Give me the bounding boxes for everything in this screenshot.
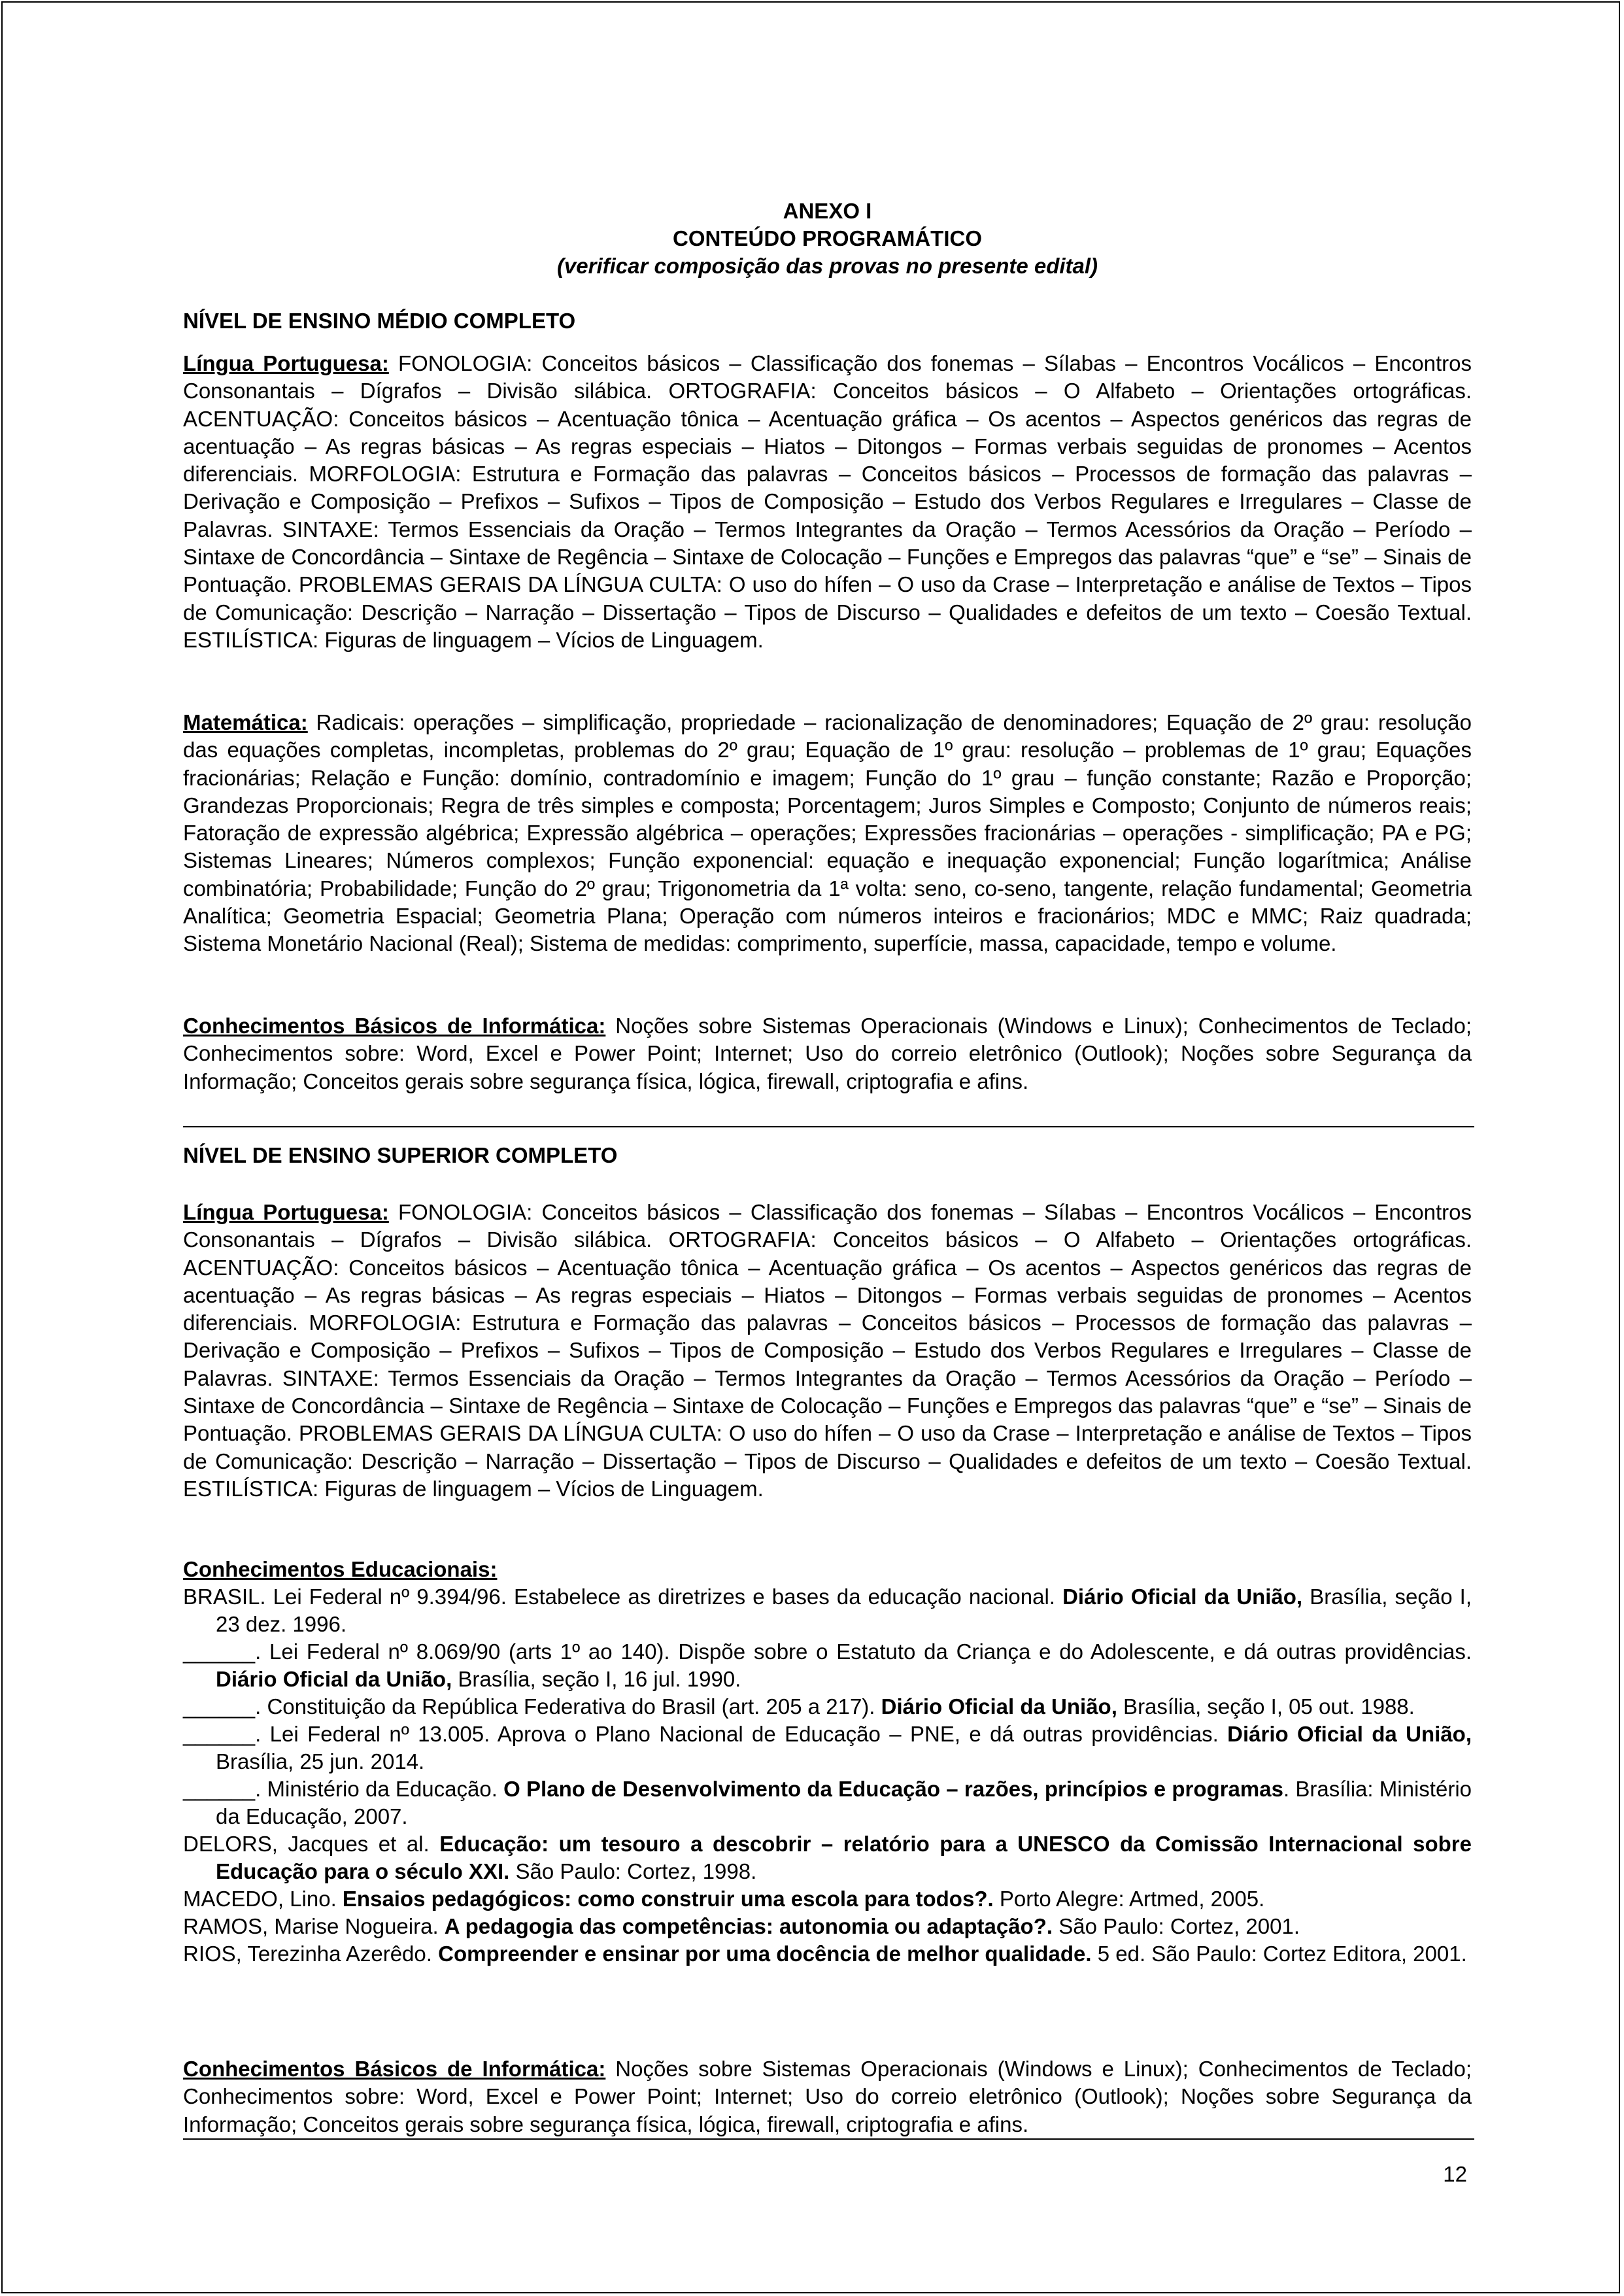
section-divider — [183, 1126, 1474, 1127]
annex-note: (verificar composição das provas no presente edital) — [556, 254, 1098, 278]
medio-lingua-portuguesa — [183, 350, 1472, 654]
medio-lp-label: Língua Portuguesa: — [183, 351, 389, 375]
superior-lp-label: Língua Portuguesa: — [183, 1200, 389, 1224]
annex-title: ANEXO I — [783, 199, 872, 223]
reference-item: ______. Constituição da República Federativa do Brasil (art. 205 a 217). Diário Oficial da União, Brasília, seção I, 05 out. 1988. — [183, 1694, 1415, 1719]
bottom-divider — [183, 2138, 1474, 2140]
reference-item: ______. Lei Federal nº 8.069/90 (arts 1º ao 140). Dispõe sobre o Estatuto da Criança e do Adolescente, e dá outras providências. Diário Oficial da União, Brasília, seção I, 16 jul. 1990. — [183, 1639, 1472, 1691]
reference-item: MACEDO, Lino. Ensaios pedagógicos: como construir uma escola para todos?. Porto Alegre: Artmed, 2005. — [183, 1887, 1265, 1911]
medio-mat-label: Matemática: — [183, 710, 308, 734]
reference-item: BRASIL. Lei Federal nº 9.394/96. Estabelece as diretrizes e bases da educação nacional. Diário Oficial da União, Brasília, seção I, 23 dez. 1996. — [183, 1585, 1472, 1636]
annex-subtitle: CONTEÚDO PROGRAMÁTICO — [673, 226, 982, 250]
medio-informatica — [183, 1012, 1472, 1095]
edu-label: Conhecimentos Educacionais: — [183, 1557, 498, 1581]
medio-matematica — [183, 709, 1472, 958]
superior-lingua-portuguesa — [183, 1199, 1472, 1503]
superior-inf-label: Conhecimentos Básicos de Informática: — [183, 2057, 606, 2081]
section-title-medio: NÍVEL DE ENSINO MÉDIO COMPLETO — [183, 309, 576, 333]
superior-informatica — [183, 2055, 1472, 2138]
reference-item: DELORS, Jacques et al. Educação: um tesouro a descobrir – relatório para a UNESCO da Comissão Internacional sobre Educação para o século XXI. São Paulo: Cortez, 1998. — [183, 1832, 1472, 1883]
superior-inf-text: Noções sobre Sistemas Operacionais (Windows e Linux); Conhecimentos de Teclado; Conhecimentos sobre: Word, Excel e Power Point; Internet; Uso do correio eletrônico (Outlook); Noções sobre Segurança da Informação; Conceitos gerais sobre segurança física, lógica, firewall, criptografia e afins. — [183, 2057, 1472, 2136]
page-number: 12 — [1443, 2162, 1467, 2186]
section-title-superior: NÍVEL DE ENSINO SUPERIOR COMPLETO — [183, 1143, 618, 1167]
medio-inf-text: Noções sobre Sistemas Operacionais (Windows e Linux); Conhecimentos de Teclado; Conhecimentos sobre: Word, Excel e Power Point; Internet; Uso do correio eletrônico (Outlook); Noções sobre Segurança da Informação; Conceitos gerais sobre segurança física, lógica, firewall, criptografia e afins. — [183, 1014, 1472, 1093]
superior-lp-text: FONOLOGIA: Conceitos básicos – Classificação dos fonemas – Sílabas – Encontros Vocálicos – Encontros Consonantais – Dígrafos – Divisão silábica. ORTOGRAFIA: Conceitos básicos – O Alfabeto – Orientações ortográficas. ACENTUAÇÃO: Conceitos básicos – Acentuação tônica – Acentuação gráfica – Os acentos – Aspectos genéricos das regras de acentuação – As regras básicas – As regras especiais – Hiatos – Ditongos – Formas verbais seguidas de pronomes – Acentos diferenciais. MORFOLOGIA: Estrutura e Formação das palavras – Conceitos básicos – Processos de formação das palavras – Derivação e Composição – Prefixos – Sufixos – Tipos de Composição – Estudo dos Verbos Regulares e Irregulares – Classe de Palavras. SINTAXE: Termos Essenciais da Oração – Termos Integrantes da Oração – Termos Acessórios da Oração – Período – Sintaxe de Concordância – Sintaxe de Regência – Sintaxe de Colocação – Funções e Empregos das palavras “que” e “se” – Sinais de Pontuação. PROBLEMAS GERAIS DA LÍNGUA CULTA: O uso do hífen – O uso da Crase – Interpretação e análise de Textos – Tipos de Comunicação: Descrição – Narração – Dissertação – Tipos de Discurso – Qualidades e defeitos de um texto – Coesão Textual. ESTILÍSTICA: Figuras de linguagem – Vícios de Linguagem. — [183, 1200, 1472, 1501]
reference-item: RAMOS, Marise Nogueira. A pedagogia das competências: autonomia ou adaptação?. São Paulo: Cortez, 2001. — [183, 1914, 1300, 1938]
medio-mat-text: Radicais: operações – simplificação, propriedade – racionalização de denominadores; Equação de 2º grau: resolução das equações completas, incompletas, problemas do 2º grau; Equação de 1º grau: resolução – problemas de 1º grau; Equações fracionárias; Relação e Função: domínio, contradomínio e imagem; Função do 1º grau – função constante; Razão e Proporção; Grandezas Proporcionais; Regra de três simples e composta; Porcentagem; Juros Simples e Composto; Conjunto de números reais; Fatoração de expressão algébrica; Expressão algébrica – operações; Expressões fracionárias – operações - simplificação; PA e PG; Sistemas Lineares; Números complexos; Função exponencial: equação e inequação exponencial; Função logarítmica; Análise combinatória; Probabilidade; Função do 2º grau; Trigonometria da 1ª volta: seno, co-seno, tangente, relação fundamental; Geometria Analítica; Geometria Espacial; Geometria Plana; Operação com números inteiros e fracionários; MDC e MMC; Raiz quadrada; Sistema Monetário Nacional (Real); Sistema de medidas: comprimento, superfície, massa, capacidade, tempo e volume. — [183, 710, 1472, 956]
reference-item: RIOS, Terezinha Azerêdo. Compreender e ensinar por uma docência de melhor qualidade. 5 ed. São Paulo: Cortez Editora, 2001. — [183, 1942, 1467, 1966]
superior-educacionais — [183, 1556, 1472, 1968]
medio-inf-label: Conhecimentos Básicos de Informática: — [183, 1014, 606, 1038]
reference-item: ______. Ministério da Educação. O Plano de Desenvolvimento da Educação – razões, princípios e programas. Brasília: Ministério da Educação, 2007. — [183, 1777, 1472, 1828]
medio-lp-text: FONOLOGIA: Conceitos básicos – Classificação dos fonemas – Sílabas – Encontros Vocálicos – Encontros Consonantais – Dígrafos – Divisão silábica. ORTOGRAFIA: Conceitos básicos – O Alfabeto – Orientações ortográficas. ACENTUAÇÃO: Conceitos básicos – Acentuação tônica – Acentuação gráfica – Os acentos – Aspectos genéricos das regras de acentuação – As regras básicas – As regras especiais – Hiatos – Ditongos – Formas verbais seguidas de pronomes – Acentos diferenciais. MORFOLOGIA: Estrutura e Formação das palavras – Conceitos básicos – Processos de formação das palavras – Derivação e Composição – Prefixos – Sufixos – Tipos de Composição – Estudo dos Verbos Regulares e Irregulares – Classe de Palavras. SINTAXE: Termos Essenciais da Oração – Termos Integrantes da Oração – Termos Acessórios da Oração – Período – Sintaxe de Concordância – Sintaxe de Regência – Sintaxe de Colocação – Funções e Empregos das palavras “que” e “se” – Sinais de Pontuação. PROBLEMAS GERAIS DA LÍNGUA CULTA: O uso do hífen – O uso da Crase – Interpretação e análise de Textos – Tipos de Comunicação: Descrição – Narração – Dissertação – Tipos de Discurso – Qualidades e defeitos de um texto – Coesão Textual. ESTILÍSTICA: Figuras de linguagem – Vícios de Linguagem. — [183, 351, 1472, 652]
reference-item: ______. Lei Federal nº 13.005. Aprova o Plano Nacional de Educação – PNE, e dá outras providências. Diário Oficial da União, Brasília, 25 jun. 2014. — [183, 1722, 1472, 1773]
